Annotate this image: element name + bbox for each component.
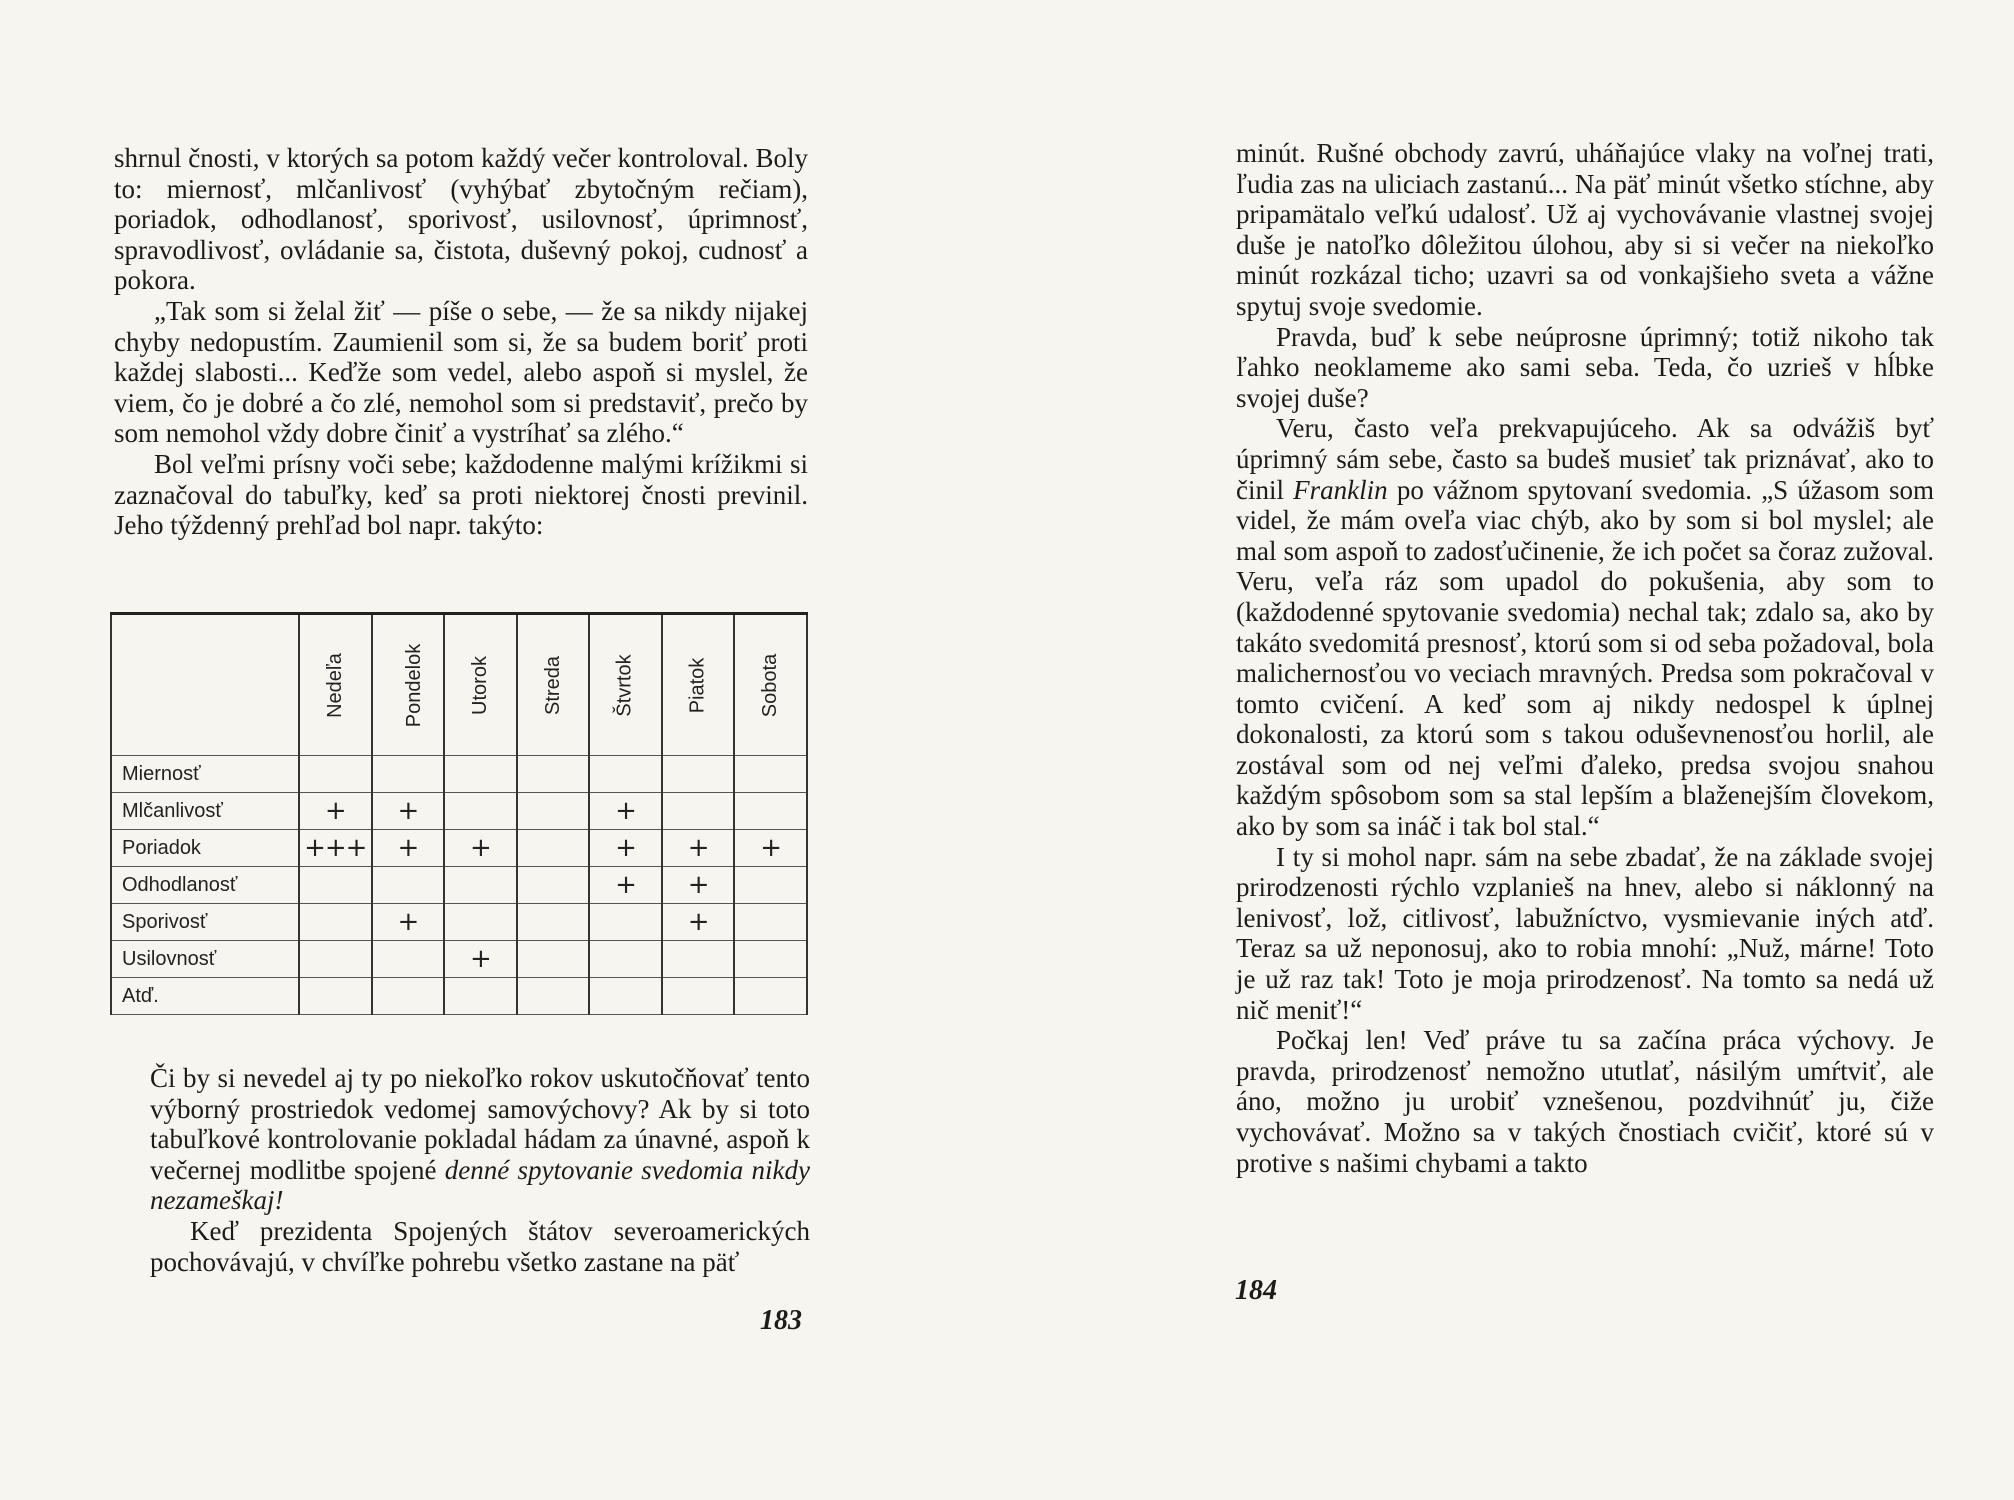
table-row (111, 941, 807, 978)
paragraph-text: Či by si nevedel aj ty po niekoľko rokov uskutočňovať tento výborný prostriedok vedomej samovýchovy? Ak by si toto tabuľkové kontrolovanie pokladal hádam za únavné, aspoň k večernej modlitbe spojené (150, 1063, 810, 1185)
mark-cell: + (734, 830, 807, 867)
paragraph: Počkaj len! Veď práve tu sa začína práca výchovy. Je pravda, prirodzenosť nemožno ututlať, násilým umŕtviť, ale áno, možno ju urobiť vznešenou, pozdvihnúť ju, čiže vychovávať. Možno sa v takých čnostiach cvičiť, ktoré sú v protive s našimi chybami a takto (1236, 1025, 1934, 1178)
mark-cell (444, 756, 517, 793)
mark-cell (444, 904, 517, 941)
page-number: 184 (1235, 1275, 1277, 1306)
mark-cell: + (589, 830, 662, 867)
paragraph-text: po vážnom spytovaní svedomia. „S úžasom som videl, že mám oveľa viac chýb, ako by som si bol myslel; ale mal som aspoň to zadosťučinenie, že ich počet sa čoraz zužoval. Veru, veľa ráz som upadol do pokušenia, aby som to (každodenné spytovanie svedomia) nechal tak; zdalo sa, ako by takáto svedomitá presnosť, ktorú som si od seba požadoval, bola malichernosťou vo veciach mravných. Predsa som pokračoval v tomto cvičení. A keď som aj nikdy nedospel k úplnej dokonalosti, za ktorú som s takou oduševnenosťou horlil, ale zostával som od nej veľmi ďaleko, predsa svojou snahou každým spôsobom som sa stal lepším a blaženejším človekom, ako by som sa ináč i tak bol stal.“ (1236, 474, 1935, 842)
mark-cell (734, 793, 807, 830)
mark-cell (517, 830, 590, 867)
mark-cell (372, 867, 445, 904)
mark-cell: + (662, 830, 735, 867)
mark-cell (734, 978, 807, 1015)
mark-cell (444, 978, 517, 1015)
right-page (1007, 0, 2014, 1500)
mark-cell: +++ (299, 830, 372, 867)
virtue-label: Odhodlanosť (111, 867, 299, 904)
virtue-label: Atď. (111, 978, 299, 1015)
table-header-row (111, 614, 807, 756)
mark-cell (662, 978, 735, 1015)
mark-cell (299, 867, 372, 904)
mark-cell: + (589, 793, 662, 830)
mark-cell (517, 756, 590, 793)
day-label: Nedeľa (323, 652, 346, 718)
day-header (372, 614, 445, 756)
virtue-label: Sporivosť (111, 904, 299, 941)
virtue-label: Poriadok (111, 830, 299, 867)
paragraph: minút. Rušné obchody zavrú, uháňajúce vlaky na voľnej trati, ľudia zas na uliciach zastanú... Na päť minút všetko stíchne, aby pripamätalo veľkú udalosť. Už aj vychovávanie vlastnej svojej duše je natoľko dôležitou úlohou, aby si si večer na niekoľko minút rozkázal ticho; uzavri sa od vonkajšieho sveta a vážne spytuj svoje svedomie. (1236, 138, 1934, 321)
mark-cell (517, 904, 590, 941)
mark-cell (299, 904, 372, 941)
paragraph (150, 1063, 810, 1216)
day-label: Utorok (468, 655, 491, 715)
table-row (111, 756, 807, 793)
mark-cell: + (662, 904, 735, 941)
mark-cell (517, 978, 590, 1015)
mark-cell (517, 793, 590, 830)
mark-cell: + (662, 867, 735, 904)
day-label: Streda (541, 655, 564, 715)
day-header (444, 614, 517, 756)
emphasis-text: denné spytovanie svedomia nikdy nezameškaj! (150, 1154, 810, 1216)
table-row (111, 978, 807, 1015)
mark-cell (517, 867, 590, 904)
mark-cell (372, 756, 445, 793)
mark-cell: + (372, 793, 445, 830)
table-corner (111, 614, 299, 756)
mark-cell (589, 756, 662, 793)
mark-cell (372, 978, 445, 1015)
table-row (111, 867, 807, 904)
mark-cell (299, 756, 372, 793)
left-top-text (114, 143, 808, 541)
table-row (111, 830, 807, 867)
right-text (1236, 138, 1934, 1178)
page-number: 183 (760, 1305, 802, 1336)
mark-cell (662, 793, 735, 830)
mark-cell (444, 867, 517, 904)
mark-cell (372, 941, 445, 978)
mark-cell (589, 978, 662, 1015)
day-header (662, 614, 735, 756)
mark-cell (734, 867, 807, 904)
mark-cell (589, 904, 662, 941)
day-header (589, 614, 662, 756)
paragraph (1236, 413, 1934, 841)
mark-cell (299, 941, 372, 978)
day-label: Štvrtok (614, 653, 637, 717)
day-header (299, 614, 372, 756)
day-label: Pondelok (402, 643, 425, 727)
paragraph: Pravda, buď k sebe neúprosne úprimný; totiž nikoho tak ľahko neoklameme ako sami seba. Teda, čo uzrieš v hĺbke svojej duše? (1236, 321, 1934, 413)
day-header (734, 614, 807, 756)
paragraph: Keď prezidenta Spojených štátov severoamerických pochovávajú, v chvíľke pohrebu všetko zastane na päť (150, 1215, 810, 1277)
table-row (111, 904, 807, 941)
mark-cell (734, 904, 807, 941)
paragraph: I ty si mohol napr. sám na sebe zbadať, že na základe svojej prirodzenosti rýchlo vzplanieš na hnev, alebo si náklonný na lenivosť, lož, citlivosť, labužníctvo, vysmievanie iných atď. Teraz sa už neponosuj, ako to robia mnohí: „Nuž, márne! Toto je už raz tak! Toto je moja prirodzenosť. Na tomto sa nedá už nič meniť!“ (1236, 841, 1934, 1025)
mark-cell (589, 941, 662, 978)
mark-cell: + (372, 830, 445, 867)
paragraph: Bol veľmi prísny voči sebe; každodenne malými krížikmi si zaznačoval do tabuľky, keď sa proti niektorej čnosti previnil. Jeho týždenný prehľad bol napr. takýto: (114, 448, 808, 541)
virtue-label: Usilovnosť (111, 941, 299, 978)
day-label: Sobota (759, 653, 782, 717)
virtue-label: Miernosť (111, 756, 299, 793)
paragraph: „Tak som si želal žiť — píše o sebe, — že sa nikdy nijakej chyby nedopustím. Zaumienil som si, že sa budem boriť proti každej slabosti... Keďže som vedel, alebo aspoň si myslel, že viem, čo je dobré a čo zlé, nemohol som si predstaviť, prečo by som nemohol vždy dobre činiť a vystríhať sa zlého.“ (114, 295, 808, 449)
paragraph: shrnul čnosti, v ktorých sa potom každý večer kontroloval. Boly to: miernosť, mlčanlivosť (vyhýbať zbytočným rečiam), poriadok, odhodlanosť, sporivosť, usilovnosť, úprimnosť, spravodlivosť, ovládanie sa, čistota, duševný pokoj, cudnosť a pokora. (114, 143, 808, 296)
mark-cell (662, 941, 735, 978)
mark-cell: + (444, 941, 517, 978)
day-label: Piatok (686, 657, 709, 713)
mark-cell (734, 941, 807, 978)
mark-cell (734, 756, 807, 793)
mark-cell (662, 756, 735, 793)
paragraph-text: Veru, často veľa prekvapujúceho. Ak sa odvážiš byť úprimný sám sebe, často sa budeš musieť tak priznávať, ako to činil (1236, 413, 1934, 505)
emphasis-name: Franklin (1293, 474, 1388, 505)
virtue-label: Mlčanlivosť (111, 793, 299, 830)
table-row (111, 793, 807, 830)
mark-cell (299, 978, 372, 1015)
mark-cell: + (589, 867, 662, 904)
mark-cell (517, 941, 590, 978)
franklin-virtue-table (110, 612, 808, 1015)
mark-cell: + (299, 793, 372, 830)
day-header (517, 614, 590, 756)
mark-cell: + (444, 830, 517, 867)
mark-cell (444, 793, 517, 830)
left-bottom-text (150, 1063, 810, 1277)
mark-cell: + (372, 904, 445, 941)
